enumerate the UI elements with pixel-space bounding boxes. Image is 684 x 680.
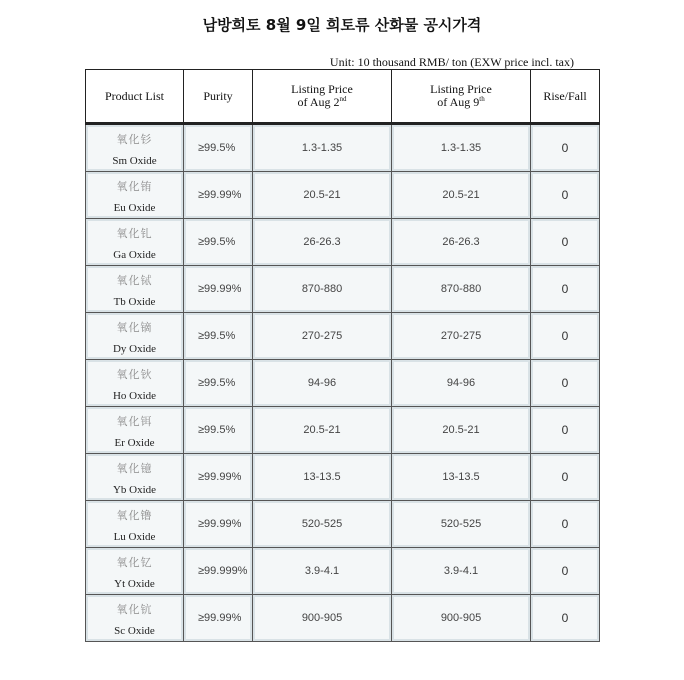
product-cell	[86, 595, 184, 642]
header-price-aug2-sup: nd	[339, 95, 347, 103]
product-name-cn: 氧化铽	[116, 275, 153, 287]
header-price-aug9	[392, 70, 531, 124]
price-aug2-cell: 20.5-21	[253, 407, 392, 454]
product-name-cn: 氧化铒	[116, 416, 153, 428]
product-name-en: Tb Oxide	[113, 296, 156, 308]
table-row	[86, 124, 600, 172]
price-aug2-cell: 3.9-4.1	[253, 548, 392, 595]
rise-fall-cell: 0	[531, 595, 600, 642]
product-name-cn: 氧化铕	[116, 181, 153, 193]
product-cell	[86, 360, 184, 407]
header-price-aug9-sup: th	[479, 95, 485, 103]
purity-cell: ≥99.99%	[184, 595, 253, 642]
page-title: 남방희토 8월 9일 희토류 산화물 공시가격	[202, 16, 482, 34]
product-cell	[86, 266, 184, 313]
product-cell	[86, 313, 184, 360]
product-cell	[86, 501, 184, 548]
rise-fall-cell: 0	[531, 407, 600, 454]
price-aug9-cell: 900-905	[392, 595, 531, 642]
purity-cell: ≥99.999%	[184, 548, 253, 595]
product-name-cn: 氧化镱	[116, 463, 153, 475]
purity-cell: ≥99.99%	[184, 266, 253, 313]
product-name-en: Yt Oxide	[114, 578, 155, 590]
purity-cell: ≥99.5%	[184, 124, 253, 172]
price-aug9-cell: 3.9-4.1	[392, 548, 531, 595]
rise-fall-cell: 0	[531, 454, 600, 501]
product-name-cn: 氧化钬	[116, 369, 153, 381]
header-price-aug9-line1: Listing Price	[430, 82, 492, 96]
price-aug9-cell: 13-13.5	[392, 454, 531, 501]
purity-cell: ≥99.99%	[184, 501, 253, 548]
table-row	[86, 454, 600, 501]
product-name-cn: 氧化钪	[116, 604, 153, 616]
product-name-cn: 氧化镝	[116, 322, 153, 334]
price-aug9-cell: 870-880	[392, 266, 531, 313]
product-name-en: Lu Oxide	[113, 531, 156, 543]
rise-fall-cell: 0	[531, 172, 600, 219]
header-price-aug2-line2: of Aug 2	[297, 95, 340, 109]
table-header	[86, 70, 600, 124]
price-aug9-cell: 94-96	[392, 360, 531, 407]
product-name-cn: 氧化钐	[116, 134, 153, 146]
price-aug9-cell: 20.5-21	[392, 407, 531, 454]
rise-fall-cell: 0	[531, 313, 600, 360]
price-aug2-cell: 900-905	[253, 595, 392, 642]
product-name-en: Er Oxide	[114, 437, 155, 449]
table-row	[86, 407, 600, 454]
unit-note: Unit: 10 thousand RMB/ ton (EXW price incl. tax)	[329, 55, 574, 69]
header-price-aug9-line2: of Aug 9	[437, 95, 480, 109]
product-name-en: Eu Oxide	[113, 202, 156, 214]
product-name-cn: 氧化镥	[116, 510, 153, 522]
price-aug2-cell: 13-13.5	[253, 454, 392, 501]
rise-fall-cell: 0	[531, 219, 600, 266]
price-aug2-cell: 94-96	[253, 360, 392, 407]
price-aug2-cell: 870-880	[253, 266, 392, 313]
table-row	[86, 360, 600, 407]
product-cell	[86, 172, 184, 219]
table-row	[86, 219, 600, 266]
price-aug2-cell: 1.3-1.35	[253, 124, 392, 172]
product-cell	[86, 407, 184, 454]
purity-cell: ≥99.99%	[184, 172, 253, 219]
price-aug2-cell: 20.5-21	[253, 172, 392, 219]
product-name-en: Sc Oxide	[114, 625, 155, 637]
purity-cell: ≥99.5%	[184, 219, 253, 266]
price-aug9-cell: 26-26.3	[392, 219, 531, 266]
price-table	[85, 69, 600, 642]
product-name-cn: 氧化钆	[116, 228, 153, 240]
price-aug2-cell: 520-525	[253, 501, 392, 548]
purity-cell: ≥99.5%	[184, 407, 253, 454]
product-cell	[86, 124, 184, 172]
table-row	[86, 266, 600, 313]
price-aug2-cell: 270-275	[253, 313, 392, 360]
product-name-cn: 氧化钇	[116, 557, 153, 569]
header-row	[86, 70, 600, 124]
product-cell	[86, 548, 184, 595]
rise-fall-cell: 0	[531, 548, 600, 595]
rise-fall-cell: 0	[531, 501, 600, 548]
table-row	[86, 548, 600, 595]
product-cell	[86, 454, 184, 501]
price-aug9-cell: 20.5-21	[392, 172, 531, 219]
rise-fall-cell: 0	[531, 124, 600, 172]
table-row	[86, 501, 600, 548]
product-name-en: Ho Oxide	[112, 390, 157, 402]
price-aug2-cell: 26-26.3	[253, 219, 392, 266]
table-row	[86, 313, 600, 360]
purity-cell: ≥99.5%	[184, 313, 253, 360]
purity-cell: ≥99.5%	[184, 360, 253, 407]
price-aug9-cell: 1.3-1.35	[392, 124, 531, 172]
product-name-en: Yb Oxide	[112, 484, 157, 496]
table-row	[86, 595, 600, 642]
header-price-aug2-line1: Listing Price	[291, 82, 353, 96]
purity-cell: ≥99.99%	[184, 454, 253, 501]
header-product: Product List	[86, 70, 184, 124]
price-aug9-cell: 520-525	[392, 501, 531, 548]
header-purity: Purity	[184, 70, 253, 124]
header-price-aug2	[253, 70, 392, 124]
product-name-en: Dy Oxide	[112, 343, 157, 355]
product-name-en: Sm Oxide	[112, 155, 157, 167]
product-cell	[86, 219, 184, 266]
rise-fall-cell: 0	[531, 266, 600, 313]
table-row	[86, 172, 600, 219]
header-rise-fall: Rise/Fall	[531, 70, 600, 124]
price-aug9-cell: 270-275	[392, 313, 531, 360]
product-name-en: Ga Oxide	[113, 249, 156, 261]
rise-fall-cell: 0	[531, 360, 600, 407]
table-body	[86, 124, 600, 642]
